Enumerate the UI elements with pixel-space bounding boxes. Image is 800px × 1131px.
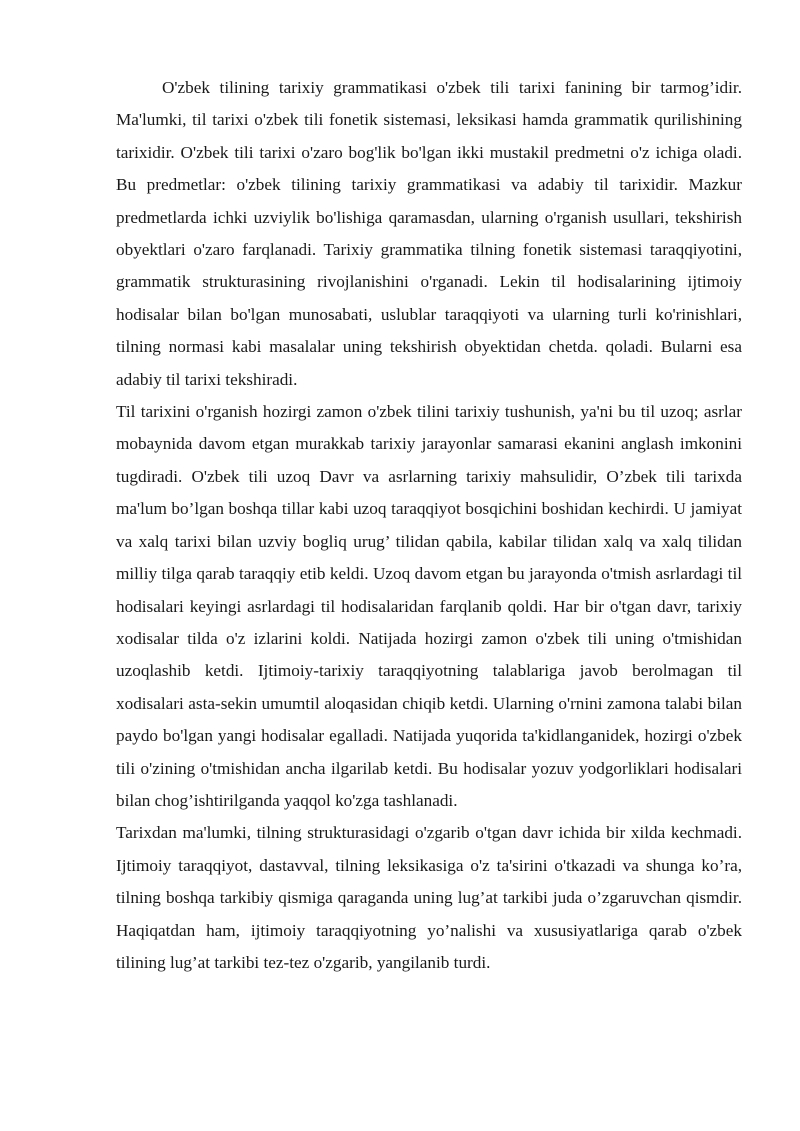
paragraph-1: O'zbek tilining tarixiy grammatikasi o'zbek tili tarixi fanining bir tarmog’idir. Ma'lumki, til tarixi o'zbek tili fonetik sistemasi, leksikasi hamda grammatik qurilishining tarixidir. O'zbek tili tarixi o'zaro bog'lik bo'lgan ikki mustakil predmetni o'z ichiga oladi. Bu predmetlar: o'zbek tilining tarixiy grammatikasi va adabiy til tarixidir. Mazkur predmetlarda ichki uzviylik bo'lishiga qaramasdan, ularning o'rganish usullari, tekshirish obyektlari o'zaro farqlanadi. Tarixiy grammatika tilning fonetik sistemasi taraqqiyotini, grammatik strukturasining rivojlanishini o'rganadi. Lekin til hodisalarining ijtimoiy hodisalar bilan bo'lgan munosabati, uslublar taraqqiyoti va ularning turli ko'rinishlari, tilning normasi kabi masalalar uning tekshirish obyektidan chetda. qoladi. Bularni esa adabiy til tarixi tekshiradi. xyxy=(116,78,742,389)
paragraph-3: Tarixdan ma'lumki, tilning strukturasidagi o'zgarib o'tgan davr ichida bir xilda kechmadi. Ijtimoiy taraqqiyot, dastavval, tilning leksikasiga o'z ta'sirini o'tkazadi va shunga ko’ra, tilning boshqa tarkibiy qismiga qaraganda uning lug’at tarkibi juda o’zgaruvchan qismdir. Haqiqatdan ham, ijtimoiy taraqqiyotning yo’nalishi va xususiyatlariga qarab o'zbek tilining lug’at tarkibi tez-tez o'zgarib, yangilanib turdi. xyxy=(116,823,742,972)
body-text xyxy=(116,72,742,979)
paragraph-2: Til tarixini o'rganish hozirgi zamon o'zbek tilini tarixiy tushunish, ya'ni bu til uzoq; asrlar mobaynida davom etgan murakkab tarixiy jarayonlar samarasi ekanini anglash imkonini tugdiradi. O'zbek tili uzoq Davr va asrlarning tarixiy mahsulidir, O’zbek tili tarixda ma'lum bo’lgan boshqa tillar kabi uzoq taraqqiyot bosqichini boshidan kechirdi. U jamiyat va xalq tarixi bilan uzviy bogliq urug’ tilidan qabila, kabilar tilidan xalq va xalq tilidan milliy tilga qarab taraqqiy etib keldi. Uzoq davom etgan bu jarayonda o'tmish asrlardagi til hodisalari keyingi asrlardagi til hodisalaridan farqlanib qoldi. Har bir o'tgan davr, tarixiy xodisalar tilda o'z izlarini koldi. Natijada hozirgi zamon o'zbek tili uning o'tmishidan uzoqlashib ketdi. Ijtimoiy-tarixiy taraqqiyotning talablariga javob berolmagan til xodisalari asta-sekin umumtil aloqasidan chiqib ketdi. Ularning o'rnini zamona talabi bilan paydo bo'lgan yangi hodisalar egalladi. Natijada yuqorida ta'kidlanganidek, hozirgi o'zbek tili o'zining o'tmishidan ancha ilgarilab ketdi. Bu hodisalar yozuv yodgorliklari hodisalari bilan chog’ishtirilganda yaqqol ko'zga tashlanadi. xyxy=(116,402,742,810)
